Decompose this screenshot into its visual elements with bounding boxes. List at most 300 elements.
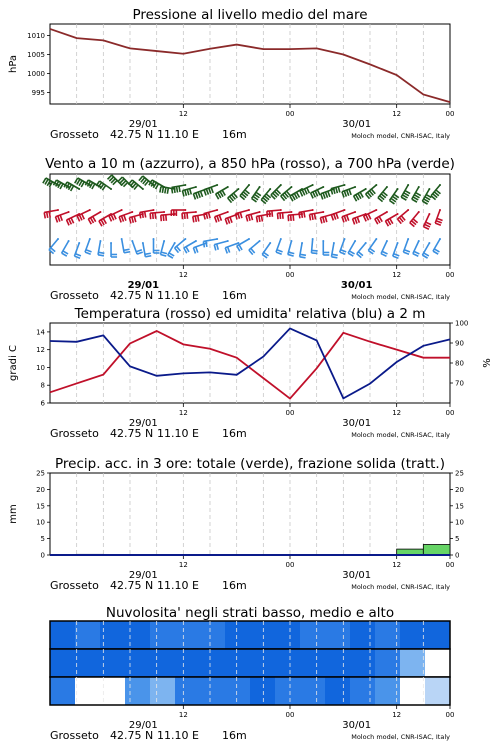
wind-barb [431, 184, 441, 200]
wind-barb-base [57, 209, 59, 211]
wind-barb-flag [338, 187, 340, 193]
y-tick-label: 14 [36, 328, 45, 337]
y-tick-label: 25 [36, 469, 45, 478]
wind-barb-base [99, 211, 101, 213]
wind-barb-base [290, 240, 292, 242]
wind-barb-flag [145, 253, 151, 254]
y-axis-label-left: gradi C [8, 345, 19, 381]
wind-barb-shaft [410, 212, 419, 223]
wind-barb [261, 188, 271, 204]
wind-barb-base [131, 240, 133, 242]
wind-barb-base [280, 184, 282, 186]
wind-barb-base [312, 184, 314, 186]
wind-barb-flag [312, 214, 313, 220]
wind-barb-flag [353, 219, 355, 225]
wind-barb [413, 240, 420, 256]
wind-barb-flag [163, 215, 164, 221]
cloud-cell [175, 677, 201, 705]
wind-barb-base [354, 211, 356, 213]
wind-barb-flag [403, 252, 409, 254]
wind-barb-flag [136, 250, 142, 252]
wind-barb [412, 186, 421, 202]
station-name: Grosseto [50, 427, 99, 440]
wind-barb-flag [331, 257, 337, 258]
wind-barb [203, 238, 218, 247]
wind-barb-shaft [267, 210, 281, 211]
wind-barb [393, 242, 400, 258]
wind-barb [354, 188, 367, 201]
wind-barb-base [312, 209, 314, 211]
wind-barb-base [397, 242, 399, 244]
wind-barb-flag [325, 192, 327, 198]
wind-barb-base [68, 240, 70, 242]
wind-barb-flag [211, 187, 213, 193]
wind-barb [288, 213, 303, 221]
wind-barb-base [386, 240, 388, 242]
wind-barb-flag [291, 215, 292, 221]
wind-barb-shaft [55, 212, 68, 217]
wind-barb [331, 242, 337, 258]
wind-barb-flag [193, 194, 195, 200]
station-lat: 42.75 N [110, 729, 154, 742]
panel-title: Vento a 10 m (azzurro), a 850 hPa (rosso), a 700 hPa (verde) [45, 156, 455, 172]
wind-barb-base [407, 184, 409, 186]
cloud-cell [275, 677, 301, 705]
wind-barb-flag [119, 217, 121, 223]
wind-barb-flag [312, 250, 318, 251]
wind-barb-base [365, 242, 367, 244]
y-tick-label: 5 [40, 535, 45, 544]
y-tick-label: 1000 [27, 70, 45, 79]
y-axis-label-right: % [482, 358, 493, 368]
wind-barb-flag [304, 212, 305, 218]
wind-barb-flag [342, 192, 344, 198]
wind-barb-base [269, 242, 271, 244]
wind-barb-flag [129, 218, 131, 224]
wind-barb-flag [320, 218, 322, 224]
wind-barb-flag [261, 216, 262, 222]
wind-barb-flag [228, 247, 230, 253]
wind-barb-base [301, 242, 303, 244]
wind-barb-flag [332, 254, 338, 255]
wind-barb-base [386, 186, 388, 188]
wind-barb [121, 238, 130, 253]
panel [8, 306, 493, 440]
wind-barb [390, 188, 399, 204]
date-label: 30/01 [342, 570, 372, 581]
y-tick-label: 100 [455, 319, 469, 328]
wind-barb-flag [301, 212, 302, 218]
wind-barb [249, 240, 261, 255]
wind-barb-base [354, 240, 356, 242]
wind-barb-flag [259, 216, 260, 222]
wind-barb-base [386, 211, 388, 213]
wind-barb-flag [179, 186, 180, 192]
cloud-cell [400, 677, 426, 705]
time-tick-label: 12 [392, 409, 402, 417]
wind-barb [410, 211, 420, 227]
wind-barb-flag [161, 252, 167, 254]
umidita-line [50, 328, 450, 398]
wind-barb-flag [344, 191, 346, 197]
y-tick-label: 995 [31, 89, 45, 98]
panel-title: Pressione al livello medio del mare [132, 7, 368, 23]
cloud-cell [300, 621, 326, 649]
wind-barb-base [407, 238, 409, 240]
wind-barb-base [184, 184, 186, 186]
wind-barb-flag [124, 215, 126, 221]
cloud-cell [225, 649, 251, 677]
wind-barb-base [216, 238, 218, 240]
wind-barb-flag [60, 215, 62, 221]
wind-barb [62, 240, 70, 256]
wind-barb-flag [109, 216, 112, 221]
cloud-cell [400, 649, 426, 677]
wind-barb-flag [302, 190, 305, 195]
wind-barb-shaft [122, 239, 124, 253]
time-tick-label: 00 [445, 711, 455, 719]
wind-barb-flag [228, 218, 230, 224]
wind-barb [423, 213, 431, 229]
cloud-cell [200, 621, 226, 649]
wind-barb-flag [336, 213, 338, 219]
date-label: 29/01 [128, 570, 158, 581]
wind-barb-flag [162, 187, 163, 193]
time-tick-label: 00 [285, 409, 295, 417]
wind-barb [216, 186, 229, 199]
station-lon: 11.10 E [157, 289, 199, 302]
wind-barb-base [290, 186, 292, 188]
wind-barb-flag [423, 227, 428, 230]
wind-barb-flag [140, 212, 141, 218]
wind-barb [300, 242, 306, 258]
wind-barb-base [142, 242, 144, 244]
wind-barb-flag [142, 212, 143, 218]
wind-barb-flag [251, 214, 253, 220]
wind-barb-flag [272, 211, 273, 217]
wind-barb-base [131, 211, 133, 213]
wind-barb-flag [413, 254, 418, 257]
wind-barb-base [248, 184, 250, 186]
y-axis-label: mm [8, 504, 19, 524]
panel [50, 605, 454, 742]
wind-barb-flag [161, 215, 162, 221]
wind-barb-shaft [204, 185, 217, 190]
pressure-line [50, 29, 450, 102]
wind-barb-flag [75, 254, 81, 256]
wind-barb [403, 238, 410, 254]
wind-barb-base [344, 209, 346, 211]
wind-barb-flag [150, 213, 151, 219]
wind-barb-shaft [378, 187, 387, 198]
wind-barb-base [110, 242, 112, 244]
y-tick-label: 10 [455, 518, 464, 527]
wind-barb-flag [98, 252, 104, 253]
wind-barb-base [237, 242, 239, 244]
wind-barb-flag [323, 193, 325, 199]
wind-barb [322, 240, 329, 255]
wind-barb-flag [288, 255, 294, 257]
time-tick-label: 12 [178, 409, 188, 417]
cloud-cell [250, 649, 276, 677]
time-tick-label: 12 [392, 711, 402, 719]
wind-barb-base [375, 184, 377, 186]
wind-barb-flag [217, 216, 219, 222]
wind-barb-base [418, 211, 420, 213]
wind-barb-flag [219, 215, 221, 221]
cloud-cell [50, 649, 76, 677]
wind-barb-base [375, 209, 377, 211]
date-label: 29/01 [128, 720, 158, 731]
cloud-cell [150, 649, 176, 677]
wind-barb-base [418, 186, 420, 188]
wind-barb-flag [325, 216, 327, 222]
wind-barb [214, 240, 229, 250]
cloud-cell [325, 677, 351, 705]
wind-barb-base [418, 240, 420, 242]
y-tick-label: 1005 [27, 50, 45, 59]
date-label: 30/01 [340, 280, 373, 291]
wind-barb-shaft [277, 212, 291, 213]
wind-barb-base [428, 188, 430, 190]
cloud-cell [100, 677, 126, 705]
wind-barb [401, 184, 410, 200]
station-lat: 42.75 N [110, 128, 154, 141]
wind-barb-base [290, 211, 292, 213]
wind-barb-flag [280, 213, 281, 219]
wind-barb [168, 242, 176, 258]
wind-barb-flag [313, 192, 316, 197]
y-tick-label: 6 [40, 399, 45, 408]
date-label: 30/01 [342, 119, 372, 130]
wind-barb-base [333, 242, 335, 244]
wind-barb-flag [172, 187, 173, 193]
wind-barb-flag [201, 191, 203, 197]
cloud-cell [425, 677, 451, 705]
wind-barb-flag [174, 187, 175, 193]
time-tick-label: 00 [285, 110, 295, 118]
panel [8, 7, 454, 141]
cloud-cell [275, 649, 301, 677]
cloud-cell [350, 649, 376, 677]
wind-barb [142, 242, 151, 257]
cloud-cell [325, 649, 351, 677]
wind-barb-flag [44, 212, 45, 218]
y-tick-label: 10 [36, 518, 45, 527]
wind-barb-flag [309, 214, 310, 220]
wind-barb-base [163, 211, 165, 213]
wind-barb-flag [230, 217, 232, 223]
wind-barb-flag [382, 251, 387, 254]
wind-barb-base [195, 211, 197, 213]
wind-barb-flag [331, 215, 333, 221]
wind-barb-base [248, 238, 250, 240]
wind-barb-flag [317, 190, 320, 195]
wind-barb-flag [321, 194, 323, 200]
plot-frame [50, 323, 450, 403]
wind-barb [252, 186, 261, 202]
wind-barb-base [237, 188, 239, 190]
wind-barb [397, 209, 409, 224]
wind-barb [129, 213, 144, 223]
wind-barb-flag [364, 216, 367, 221]
wind-barb-base [163, 240, 165, 242]
station-lat: 42.75 N [110, 289, 154, 302]
wind-barb-flag [124, 249, 130, 250]
cloud-cell [100, 621, 126, 649]
y-tick-label: 25 [455, 469, 464, 478]
y-tick-label: 20 [455, 485, 464, 494]
wind-barb-flag [187, 189, 189, 195]
wind-barb-flag [71, 218, 74, 223]
station-alt: 16m [222, 729, 247, 742]
wind-barb [182, 211, 197, 219]
wind-barb-base [174, 242, 176, 244]
wind-barb-flag [300, 191, 303, 196]
time-tick-label: 12 [392, 271, 402, 279]
wind-barb-flag [347, 190, 349, 196]
wind-barb-base [248, 209, 250, 211]
wind-barb [348, 240, 356, 256]
wind-barb-flag [305, 189, 308, 194]
wind-barb-flag [193, 248, 195, 254]
wind-barb-flag [240, 212, 242, 218]
time-tick-label: 12 [178, 271, 188, 279]
cloud-cell [300, 677, 326, 705]
time-tick-label: 00 [285, 711, 295, 719]
wind-barb-base [227, 211, 229, 213]
wind-barb-flag [182, 191, 184, 197]
wind-barb [85, 238, 92, 254]
y-tick-label: 0 [455, 551, 460, 560]
wind-barb [288, 240, 294, 256]
y-tick-label: 0 [40, 551, 45, 560]
wind-barb-flag [277, 213, 278, 219]
model-credit: Moloch model, CNR-ISAC, Italy [351, 583, 450, 591]
wind-barb-flag [77, 216, 80, 221]
wind-barb-flag [47, 212, 48, 218]
wind-barb-base [397, 213, 399, 215]
station-alt: 16m [222, 128, 247, 141]
wind-barb-base [216, 184, 218, 186]
wind-barb-flag [58, 216, 60, 222]
y-tick-label: 5 [455, 535, 460, 544]
wind-barb-flag [328, 191, 330, 197]
station-name: Grosseto [50, 289, 99, 302]
wind-barb-base [184, 238, 186, 240]
wind-barb [381, 240, 388, 256]
wind-barb-base [99, 240, 101, 242]
y-tick-label: 1010 [27, 31, 45, 40]
cloud-cell [100, 649, 126, 677]
wind-barb-base [110, 188, 112, 190]
cloud-cell [75, 621, 101, 649]
wind-barb-flag [160, 187, 161, 193]
wind-barb [378, 186, 388, 202]
wind-barb-flag [196, 193, 198, 199]
station-alt: 16m [222, 427, 247, 440]
wind-barb [366, 184, 378, 199]
wind-barb-shaft [300, 185, 313, 191]
wind-barb-flag [153, 213, 154, 219]
cloud-cell [75, 649, 101, 677]
wind-barb-flag [311, 193, 314, 198]
wind-barb-flag [293, 215, 294, 221]
wind-barb-base [68, 211, 70, 213]
wind-barb-flag [206, 189, 208, 195]
wind-barb-flag [225, 219, 227, 225]
wind-barb-base [322, 211, 324, 213]
wind-barb-base [259, 186, 261, 188]
wind-barb-flag [341, 250, 347, 252]
wind-barb-flag [204, 190, 206, 196]
wind-barb-base [397, 188, 399, 190]
y-tick-label: 15 [36, 502, 45, 511]
y-tick-label: 15 [455, 502, 464, 511]
wind-barb-flag [67, 220, 70, 225]
cloud-cell [225, 677, 251, 705]
time-tick-label: 12 [392, 110, 402, 118]
time-tick-label: 00 [445, 110, 455, 118]
wind-barb-flag [435, 223, 441, 225]
panel [8, 456, 464, 592]
wind-barb-shaft [249, 241, 260, 250]
time-tick-label: 12 [178, 110, 188, 118]
wind-barb-flag [414, 251, 419, 254]
time-tick-label: 00 [445, 561, 455, 569]
wind-barb [271, 184, 282, 199]
wind-barb-base [280, 238, 282, 240]
wind-barb [182, 186, 197, 196]
station-lon: 11.10 E [157, 128, 199, 141]
cloud-cell [225, 621, 251, 649]
wind-barb-shaft [331, 210, 344, 215]
cloud-cell [350, 677, 376, 705]
y-tick-label: 90 [455, 339, 464, 348]
wind-barb-base [153, 238, 155, 240]
wind-barb-base [142, 188, 144, 190]
wind-barb [49, 238, 59, 254]
wind-barb-base [322, 240, 324, 242]
wind-barb-base [439, 184, 441, 186]
wind-barb [228, 188, 240, 203]
station-lat: 42.75 N [110, 427, 154, 440]
wind-barb-flag [394, 254, 400, 256]
wind-barb-shaft [348, 241, 355, 253]
station-name: Grosseto [50, 729, 99, 742]
wind-barb [276, 238, 283, 254]
wind-barb [422, 188, 431, 204]
wind-barb-flag [267, 211, 268, 217]
station-alt: 16m [222, 289, 247, 302]
wind-barb-base [344, 238, 346, 240]
cloud-cell [200, 677, 226, 705]
wind-barb-base [280, 209, 282, 211]
wind-barb-flag [74, 256, 80, 258]
wind-barb-flag [86, 250, 92, 252]
wind-barb-flag [300, 254, 306, 255]
wind-barb-base [344, 184, 346, 186]
y-tick-label: 12 [36, 346, 45, 355]
time-tick-label: 12 [178, 561, 188, 569]
wind-barb-flag [426, 222, 431, 225]
wind-barb-flag [177, 187, 178, 193]
wind-barb-base [312, 238, 314, 240]
wind-barb-flag [256, 216, 257, 222]
time-tick-label: 00 [285, 271, 295, 279]
wind-barb-flag [436, 221, 442, 223]
wind-barb [435, 209, 442, 225]
